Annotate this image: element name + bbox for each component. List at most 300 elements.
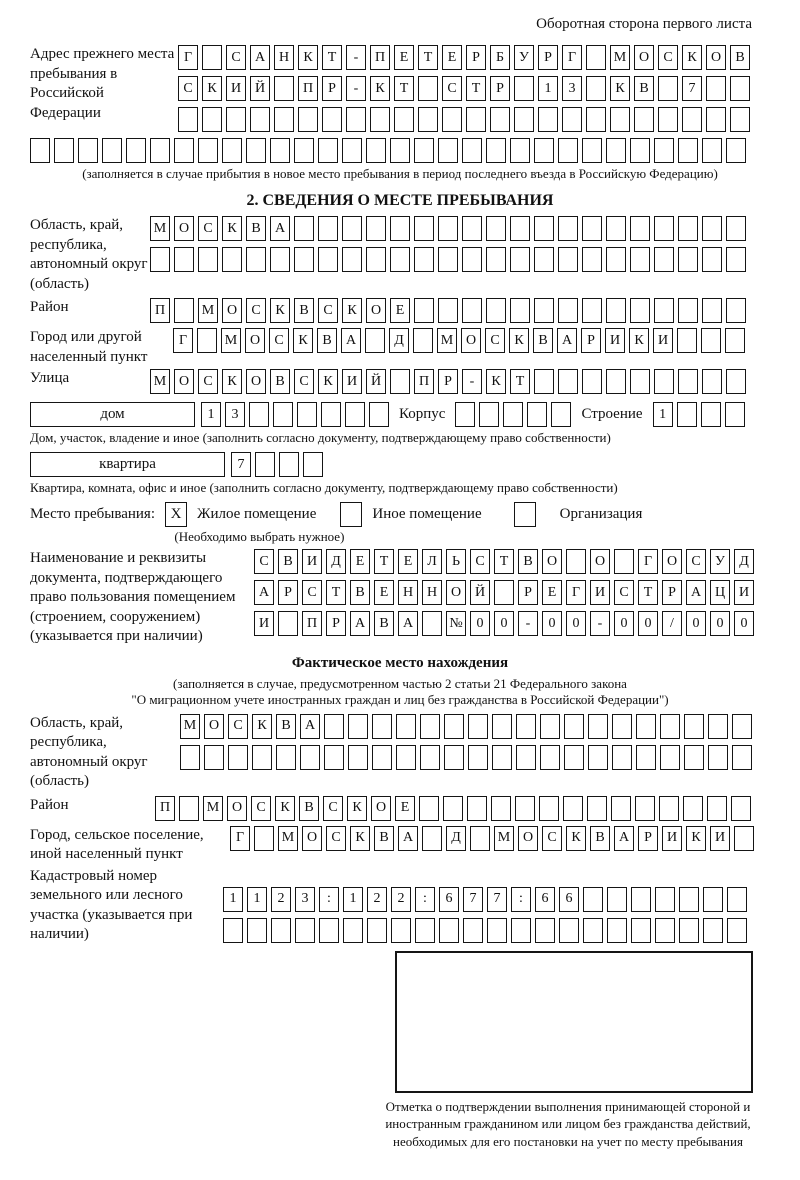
char-box[interactable]: К xyxy=(566,826,586,851)
char-box[interactable]: 0 xyxy=(614,611,634,636)
char-box[interactable]: 1 xyxy=(201,402,221,427)
char-box[interactable] xyxy=(732,714,752,739)
char-box[interactable] xyxy=(294,138,314,163)
char-box[interactable] xyxy=(730,107,750,132)
char-box[interactable] xyxy=(179,796,199,821)
char-box[interactable] xyxy=(564,745,584,770)
char-box[interactable] xyxy=(462,247,482,272)
char-box[interactable] xyxy=(703,918,723,943)
char-box[interactable]: С xyxy=(323,796,343,821)
char-box[interactable]: С xyxy=(251,796,271,821)
char-box[interactable]: К xyxy=(252,714,272,739)
char-box[interactable] xyxy=(654,369,674,394)
char-box[interactable] xyxy=(583,918,603,943)
stay-option-organization-checkbox[interactable] xyxy=(514,502,536,527)
char-box[interactable]: Т xyxy=(494,549,514,574)
char-box[interactable] xyxy=(391,918,411,943)
char-box[interactable]: С xyxy=(318,298,338,323)
char-box[interactable] xyxy=(734,826,754,851)
char-box[interactable]: 1 xyxy=(247,887,267,912)
char-box[interactable] xyxy=(679,918,699,943)
char-box[interactable] xyxy=(346,107,366,132)
char-box[interactable] xyxy=(582,216,602,241)
char-box[interactable] xyxy=(514,107,534,132)
char-box[interactable]: В xyxy=(590,826,610,851)
char-box[interactable] xyxy=(606,216,626,241)
char-box[interactable] xyxy=(276,745,296,770)
char-box[interactable] xyxy=(494,580,514,605)
char-box[interactable]: 6 xyxy=(559,887,579,912)
char-box[interactable] xyxy=(660,745,680,770)
char-box[interactable] xyxy=(612,714,632,739)
char-box[interactable]: Г xyxy=(562,45,582,70)
char-box[interactable]: Й xyxy=(366,369,386,394)
char-box[interactable]: : xyxy=(415,887,435,912)
char-box[interactable]: О xyxy=(174,216,194,241)
char-box[interactable]: А xyxy=(254,580,274,605)
char-box[interactable]: 0 xyxy=(710,611,730,636)
char-box[interactable]: Ц xyxy=(710,580,730,605)
char-box[interactable]: 7 xyxy=(682,76,702,101)
char-box[interactable] xyxy=(348,714,368,739)
char-box[interactable]: О xyxy=(366,298,386,323)
char-box[interactable] xyxy=(438,216,458,241)
char-box[interactable]: С xyxy=(542,826,562,851)
char-box[interactable] xyxy=(588,714,608,739)
char-box[interactable]: : xyxy=(511,887,531,912)
char-box[interactable] xyxy=(636,714,656,739)
char-box[interactable]: В xyxy=(270,369,290,394)
char-box[interactable] xyxy=(324,745,344,770)
char-box[interactable] xyxy=(725,328,745,353)
char-box[interactable]: С xyxy=(198,216,218,241)
char-box[interactable]: Т xyxy=(394,76,414,101)
char-box[interactable] xyxy=(342,138,362,163)
char-box[interactable]: С xyxy=(178,76,198,101)
char-box[interactable] xyxy=(422,611,442,636)
char-box[interactable]: С xyxy=(326,826,346,851)
char-box[interactable] xyxy=(534,138,554,163)
char-box[interactable]: С xyxy=(254,549,274,574)
char-box[interactable] xyxy=(706,107,726,132)
char-box[interactable] xyxy=(228,745,248,770)
char-box[interactable]: Р xyxy=(466,45,486,70)
char-box[interactable] xyxy=(582,138,602,163)
char-box[interactable] xyxy=(439,918,459,943)
char-box[interactable]: И xyxy=(254,611,274,636)
char-box[interactable] xyxy=(510,247,530,272)
char-box[interactable]: Т xyxy=(418,45,438,70)
char-box[interactable]: 0 xyxy=(566,611,586,636)
char-box[interactable]: М xyxy=(437,328,457,353)
char-box[interactable] xyxy=(414,216,434,241)
char-box[interactable] xyxy=(438,138,458,163)
char-box[interactable]: О xyxy=(590,549,610,574)
char-box[interactable]: 7 xyxy=(231,452,251,477)
char-box[interactable] xyxy=(677,402,697,427)
char-box[interactable] xyxy=(419,796,439,821)
char-box[interactable] xyxy=(396,714,416,739)
char-box[interactable] xyxy=(278,611,298,636)
char-box[interactable] xyxy=(246,138,266,163)
char-box[interactable] xyxy=(654,247,674,272)
char-box[interactable] xyxy=(322,107,342,132)
char-box[interactable] xyxy=(527,402,547,427)
char-box[interactable] xyxy=(679,887,699,912)
char-box[interactable]: С xyxy=(302,580,322,605)
char-box[interactable]: М xyxy=(150,216,170,241)
char-box[interactable] xyxy=(682,107,702,132)
char-box[interactable]: Р xyxy=(278,580,298,605)
char-box[interactable] xyxy=(418,76,438,101)
char-box[interactable]: 0 xyxy=(494,611,514,636)
char-box[interactable] xyxy=(678,369,698,394)
char-box[interactable] xyxy=(614,549,634,574)
char-box[interactable] xyxy=(255,452,275,477)
char-box[interactable] xyxy=(535,918,555,943)
char-box[interactable]: А xyxy=(686,580,706,605)
char-box[interactable]: К xyxy=(222,369,242,394)
char-box[interactable]: С xyxy=(246,298,266,323)
char-box[interactable] xyxy=(707,796,727,821)
char-box[interactable] xyxy=(583,887,603,912)
char-box[interactable]: П xyxy=(155,796,175,821)
char-box[interactable] xyxy=(559,918,579,943)
char-box[interactable] xyxy=(655,887,675,912)
char-box[interactable]: С xyxy=(686,549,706,574)
char-box[interactable] xyxy=(586,107,606,132)
char-box[interactable] xyxy=(174,298,194,323)
char-box[interactable] xyxy=(223,918,243,943)
char-box[interactable] xyxy=(610,107,630,132)
char-box[interactable]: В xyxy=(533,328,553,353)
char-box[interactable] xyxy=(174,138,194,163)
char-box[interactable] xyxy=(490,107,510,132)
char-box[interactable]: 1 xyxy=(653,402,673,427)
char-box[interactable] xyxy=(516,745,536,770)
char-box[interactable] xyxy=(348,745,368,770)
char-box[interactable] xyxy=(198,247,218,272)
char-box[interactable] xyxy=(297,402,317,427)
char-box[interactable]: П xyxy=(414,369,434,394)
char-box[interactable]: И xyxy=(226,76,246,101)
char-box[interactable]: Е xyxy=(542,580,562,605)
char-box[interactable]: В xyxy=(634,76,654,101)
char-box[interactable] xyxy=(300,745,320,770)
char-box[interactable] xyxy=(540,714,560,739)
char-box[interactable] xyxy=(420,745,440,770)
char-box[interactable] xyxy=(678,138,698,163)
char-box[interactable] xyxy=(606,138,626,163)
char-box[interactable] xyxy=(534,216,554,241)
char-box[interactable]: А xyxy=(341,328,361,353)
char-box[interactable] xyxy=(443,796,463,821)
char-box[interactable]: Д xyxy=(326,549,346,574)
char-box[interactable] xyxy=(274,107,294,132)
char-box[interactable]: О xyxy=(518,826,538,851)
char-box[interactable] xyxy=(677,328,697,353)
char-box[interactable]: Р xyxy=(581,328,601,353)
char-box[interactable]: О xyxy=(461,328,481,353)
char-box[interactable] xyxy=(654,298,674,323)
char-box[interactable]: К xyxy=(682,45,702,70)
char-box[interactable] xyxy=(30,138,50,163)
char-box[interactable]: С xyxy=(228,714,248,739)
char-box[interactable] xyxy=(492,745,512,770)
char-box[interactable]: И xyxy=(605,328,625,353)
char-box[interactable]: К xyxy=(347,796,367,821)
char-box[interactable] xyxy=(442,107,462,132)
char-box[interactable] xyxy=(202,45,222,70)
char-box[interactable]: К xyxy=(222,216,242,241)
char-box[interactable] xyxy=(731,796,751,821)
char-box[interactable]: А xyxy=(270,216,290,241)
char-box[interactable] xyxy=(396,745,416,770)
char-box[interactable]: А xyxy=(398,826,418,851)
char-box[interactable] xyxy=(534,247,554,272)
char-box[interactable] xyxy=(390,247,410,272)
char-box[interactable]: 0 xyxy=(686,611,706,636)
char-box[interactable]: Е xyxy=(350,549,370,574)
char-box[interactable]: П xyxy=(302,611,322,636)
char-box[interactable] xyxy=(534,298,554,323)
char-box[interactable] xyxy=(725,402,745,427)
char-box[interactable] xyxy=(54,138,74,163)
char-box[interactable] xyxy=(635,796,655,821)
char-box[interactable]: С xyxy=(470,549,490,574)
stay-option-other-checkbox[interactable] xyxy=(340,502,362,527)
char-box[interactable]: Ь xyxy=(446,549,466,574)
char-box[interactable] xyxy=(630,138,650,163)
char-box[interactable] xyxy=(420,714,440,739)
char-box[interactable]: - xyxy=(346,45,366,70)
char-box[interactable]: К xyxy=(293,328,313,353)
char-box[interactable]: Т xyxy=(466,76,486,101)
char-box[interactable]: - xyxy=(590,611,610,636)
char-box[interactable]: К xyxy=(318,369,338,394)
char-box[interactable]: М xyxy=(278,826,298,851)
char-box[interactable] xyxy=(636,745,656,770)
char-box[interactable] xyxy=(558,216,578,241)
char-box[interactable]: К xyxy=(629,328,649,353)
char-box[interactable] xyxy=(369,402,389,427)
char-box[interactable]: О xyxy=(204,714,224,739)
char-box[interactable] xyxy=(249,402,269,427)
char-box[interactable]: Е xyxy=(398,549,418,574)
char-box[interactable]: 3 xyxy=(562,76,582,101)
char-box[interactable]: А xyxy=(300,714,320,739)
char-box[interactable]: Т xyxy=(322,45,342,70)
char-box[interactable]: Г xyxy=(230,826,250,851)
char-box[interactable]: Е xyxy=(442,45,462,70)
char-box[interactable]: Р xyxy=(518,580,538,605)
char-box[interactable]: 6 xyxy=(439,887,459,912)
char-box[interactable] xyxy=(319,918,339,943)
char-box[interactable]: И xyxy=(653,328,673,353)
char-box[interactable] xyxy=(701,328,721,353)
char-box[interactable]: М xyxy=(180,714,200,739)
char-box[interactable] xyxy=(204,745,224,770)
char-box[interactable]: К xyxy=(275,796,295,821)
char-box[interactable]: М xyxy=(198,298,218,323)
char-box[interactable] xyxy=(390,138,410,163)
apartment-field-box[interactable]: квартира xyxy=(30,452,225,477)
char-box[interactable] xyxy=(180,745,200,770)
char-box[interactable] xyxy=(372,714,392,739)
char-box[interactable] xyxy=(252,745,272,770)
char-box[interactable]: И xyxy=(734,580,754,605)
char-box[interactable] xyxy=(415,918,435,943)
char-box[interactable] xyxy=(726,138,746,163)
char-box[interactable] xyxy=(655,918,675,943)
char-box[interactable] xyxy=(631,887,651,912)
char-box[interactable]: М xyxy=(150,369,170,394)
char-box[interactable] xyxy=(563,796,583,821)
char-box[interactable] xyxy=(582,369,602,394)
char-box[interactable]: С xyxy=(226,45,246,70)
char-box[interactable]: И xyxy=(662,826,682,851)
char-box[interactable] xyxy=(126,138,146,163)
char-box[interactable] xyxy=(607,918,627,943)
char-box[interactable]: С xyxy=(485,328,505,353)
char-box[interactable] xyxy=(318,216,338,241)
char-box[interactable] xyxy=(727,887,747,912)
char-box[interactable]: Н xyxy=(422,580,442,605)
char-box[interactable] xyxy=(102,138,122,163)
char-box[interactable]: 0 xyxy=(638,611,658,636)
char-box[interactable]: О xyxy=(662,549,682,574)
char-box[interactable] xyxy=(254,826,274,851)
char-box[interactable] xyxy=(606,298,626,323)
char-box[interactable]: 0 xyxy=(470,611,490,636)
char-box[interactable]: 3 xyxy=(295,887,315,912)
char-box[interactable]: Г xyxy=(178,45,198,70)
char-box[interactable]: 0 xyxy=(542,611,562,636)
char-box[interactable] xyxy=(684,745,704,770)
char-box[interactable] xyxy=(703,887,723,912)
char-box[interactable] xyxy=(611,796,631,821)
char-box[interactable]: В xyxy=(276,714,296,739)
char-box[interactable] xyxy=(486,138,506,163)
char-box[interactable] xyxy=(438,247,458,272)
char-box[interactable]: - xyxy=(346,76,366,101)
char-box[interactable] xyxy=(566,549,586,574)
char-box[interactable]: 6 xyxy=(535,887,555,912)
char-box[interactable]: Р xyxy=(326,611,346,636)
char-box[interactable]: Е xyxy=(394,45,414,70)
char-box[interactable] xyxy=(342,247,362,272)
char-box[interactable]: К xyxy=(270,298,290,323)
char-box[interactable] xyxy=(491,796,511,821)
char-box[interactable] xyxy=(342,216,362,241)
char-box[interactable]: Р xyxy=(438,369,458,394)
char-box[interactable] xyxy=(345,402,365,427)
stay-option-residential-checkbox[interactable]: X xyxy=(165,502,187,527)
char-box[interactable] xyxy=(514,76,534,101)
char-box[interactable] xyxy=(558,247,578,272)
char-box[interactable] xyxy=(279,452,299,477)
char-box[interactable]: М xyxy=(203,796,223,821)
char-box[interactable] xyxy=(271,918,291,943)
char-box[interactable] xyxy=(270,138,290,163)
char-box[interactable] xyxy=(479,402,499,427)
char-box[interactable] xyxy=(701,402,721,427)
char-box[interactable]: К xyxy=(610,76,630,101)
char-box[interactable]: Б xyxy=(490,45,510,70)
char-box[interactable]: А xyxy=(350,611,370,636)
char-box[interactable] xyxy=(366,216,386,241)
char-box[interactable] xyxy=(510,138,530,163)
char-box[interactable] xyxy=(726,298,746,323)
char-box[interactable]: 2 xyxy=(271,887,291,912)
char-box[interactable] xyxy=(372,745,392,770)
char-box[interactable]: Е xyxy=(395,796,415,821)
char-box[interactable] xyxy=(654,216,674,241)
char-box[interactable]: Е xyxy=(374,580,394,605)
char-box[interactable] xyxy=(273,402,293,427)
char-box[interactable] xyxy=(702,298,722,323)
char-box[interactable]: В xyxy=(294,298,314,323)
char-box[interactable]: О xyxy=(227,796,247,821)
char-box[interactable] xyxy=(294,247,314,272)
char-box[interactable]: Д xyxy=(734,549,754,574)
char-box[interactable]: О xyxy=(245,328,265,353)
char-box[interactable] xyxy=(466,107,486,132)
char-box[interactable]: Н xyxy=(398,580,418,605)
char-box[interactable] xyxy=(318,247,338,272)
char-box[interactable] xyxy=(366,138,386,163)
char-box[interactable] xyxy=(660,714,680,739)
char-box[interactable]: У xyxy=(710,549,730,574)
char-box[interactable] xyxy=(612,745,632,770)
char-box[interactable]: В xyxy=(374,826,394,851)
char-box[interactable] xyxy=(586,76,606,101)
char-box[interactable] xyxy=(422,826,442,851)
char-box[interactable] xyxy=(539,796,559,821)
char-box[interactable] xyxy=(551,402,571,427)
char-box[interactable] xyxy=(582,247,602,272)
char-box[interactable] xyxy=(492,714,512,739)
char-box[interactable] xyxy=(634,107,654,132)
char-box[interactable] xyxy=(658,76,678,101)
char-box[interactable] xyxy=(630,298,650,323)
char-box[interactable]: Д xyxy=(446,826,466,851)
char-box[interactable]: Й xyxy=(250,76,270,101)
char-box[interactable] xyxy=(468,745,488,770)
char-box[interactable]: П xyxy=(370,45,390,70)
char-box[interactable] xyxy=(370,107,390,132)
char-box[interactable]: К xyxy=(342,298,362,323)
char-box[interactable]: В xyxy=(730,45,750,70)
char-box[interactable] xyxy=(726,247,746,272)
char-box[interactable] xyxy=(683,796,703,821)
char-box[interactable] xyxy=(438,298,458,323)
char-box[interactable] xyxy=(558,138,578,163)
char-box[interactable]: Т xyxy=(326,580,346,605)
char-box[interactable] xyxy=(150,138,170,163)
char-box[interactable]: О xyxy=(706,45,726,70)
char-box[interactable]: С xyxy=(294,369,314,394)
char-box[interactable]: : xyxy=(319,887,339,912)
char-box[interactable] xyxy=(678,298,698,323)
char-box[interactable] xyxy=(510,216,530,241)
char-box[interactable] xyxy=(270,247,290,272)
char-box[interactable] xyxy=(727,918,747,943)
char-box[interactable]: Р xyxy=(322,76,342,101)
char-box[interactable]: В xyxy=(278,549,298,574)
char-box[interactable] xyxy=(222,247,242,272)
char-box[interactable]: С xyxy=(658,45,678,70)
